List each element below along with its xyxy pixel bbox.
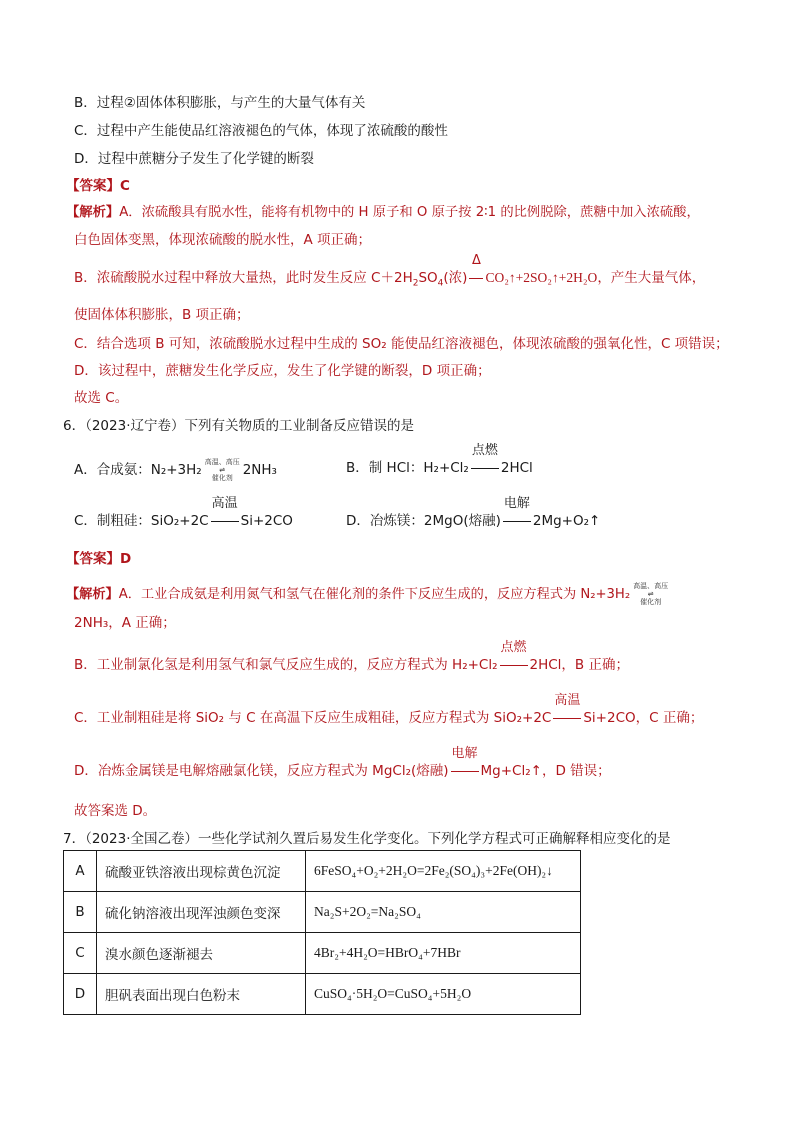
cond-top: 高温、高压 [633, 582, 669, 590]
cond-text: 电解 [503, 496, 530, 511]
q5-analysis-b1: B．浓硫酸脱水过程中释放大量热，此时发生反应 $C+2H_2SO_4$(浓) Δ CO₂↑+2SO₂↑+2H₂O，产生大量气体， [74, 253, 706, 289]
equilibrium-arrow: 高温、高压 ⇌ 催化剂 [204, 458, 240, 482]
analysis-text: A．工业合成氨是利用氮气和氢气在催化剂的条件下反应生成的，反应方程式为 N₂+3H₂ [118, 587, 631, 602]
q5-option-d: D．过程中蔗糖分子发生了化学键的断裂 [74, 151, 314, 167]
q6-analysis-a1 [66, 582, 668, 606]
analysis-b-pre: B．工业制氯化氢是利用氢气和氯气反应生成的，反应方程式为 H₂+Cl₂ [74, 657, 498, 673]
option-equation: CuSO₄·5H₂O=CuSO₄+5H₂O [306, 974, 581, 1015]
analysis-b-prefix: B．浓硫酸脱水过程中释放大量热，此时发生反应 C＋2H [74, 270, 413, 286]
cond-top: 高温、高压 [204, 458, 240, 466]
q5-answer: 【答案】C [66, 178, 130, 194]
option-equation: Na₂S+2O₂=Na₂SO₄ [306, 892, 581, 933]
analysis-c-pre: C．工业制粗硅是将 SiO₂ 与 C 在高温下反应生成粗硅，反应方程式为 SiO₂+2C [74, 710, 552, 726]
q5-analysis-d: D．该过程中，蔗糖发生化学反应，发生了化学键的断裂，D 项正确； [74, 363, 491, 379]
option-equation: 4Br₂+4H₂O=HBrO₄+7HBr [306, 933, 581, 974]
option-d-product: 2Mg+O₂↑ [532, 513, 601, 529]
analysis-b-post: 2HCl，B 正确； [529, 657, 629, 673]
q6-analysis-d [74, 746, 611, 781]
option-a-product: 2NH₃ [242, 462, 277, 478]
electrolysis-condition [451, 746, 479, 781]
q6-option-b [346, 443, 533, 478]
electrolysis-condition [503, 496, 531, 531]
delta-symbol: Δ [472, 253, 481, 268]
heat-condition [469, 253, 483, 288]
q6-conclusion: 故答案选 D。 [74, 803, 157, 819]
analysis-tag: 【解析】 [66, 587, 119, 602]
cond-text: 点燃 [500, 640, 527, 655]
q5-option-c: C．过程中产生能使品红溶液褪色的气体，体现了浓硫酸的酸性 [74, 123, 448, 139]
ignite-condition [471, 443, 499, 478]
q6-analysis-c [74, 693, 704, 728]
option-key: B [64, 892, 97, 933]
option-description: 胆矾表面出现白色粉末 [97, 974, 306, 1015]
analysis-text: A．浓硫酸具有脱水性，能将有机物中的 H 原子和 O 原子按 2∶1 的比例脱除，蔗糖中加入浓硫酸， [119, 205, 700, 220]
analysis-b-conc: (浓) [443, 270, 468, 286]
option-c-label: C．制粗硅：SiO₂+2C [74, 513, 209, 529]
option-a-label: A．合成氨：N₂+3H₂ [74, 462, 202, 478]
q5-analysis-b2: 使固体体积膨胀，B 项正确； [74, 307, 250, 323]
ignite-condition [500, 640, 528, 675]
analysis-d-pre: D．冶炼金属镁是电解熔融氯化镁，反应方程式为 MgCl₂(熔融) [74, 763, 449, 779]
analysis-d-post: Mg+Cl₂↑，D 错误； [480, 763, 611, 779]
option-description: 溴水颜色逐渐褪去 [97, 933, 306, 974]
q6-option-d [346, 496, 601, 531]
q5-analysis-a2: 白色固体变黑，体现浓硫酸的脱水性，A 项正确； [74, 232, 372, 248]
q7-stem: 7．（2023·全国乙卷）一些化学试剂久置后易发生化学变化。下列化学方程式可正确解释相应变化的是 [63, 831, 671, 847]
option-key: C [64, 933, 97, 974]
high-temp-condition [211, 496, 239, 531]
option-key: D [64, 974, 97, 1015]
option-c-product: Si+2CO [240, 513, 293, 529]
q5-analysis-a1 [66, 203, 700, 223]
option-description: 硫酸亚铁溶液出现棕黄色沉淀 [97, 851, 306, 892]
analysis-b-so: SO [418, 270, 438, 286]
option-b-label: B．制 HCl：H₂+Cl₂ [346, 460, 469, 476]
cond-text: 高温 [211, 496, 238, 511]
q7-options-table [63, 850, 581, 1015]
option-equation: 6FeSO₄+O₂+2H₂O=2Fe₂(SO₄)₃+2Fe(OH)₂↓ [306, 851, 581, 892]
option-d-label: D．冶炼镁：2MgO(熔融) [346, 513, 501, 529]
q6-analysis-a2: 2NH₃，A 正确； [74, 615, 176, 631]
option-key: A [64, 851, 97, 892]
cond-bottom: 催化剂 [640, 598, 662, 606]
q6-analysis-b [74, 640, 629, 675]
cond-bottom: 催化剂 [211, 474, 233, 482]
analysis-b-suffix: ，产生大量气体， [597, 270, 706, 286]
q6-option-a [74, 458, 277, 482]
table-row [64, 851, 581, 892]
cond-text: 电解 [451, 746, 478, 761]
table-row [64, 974, 581, 1015]
equilibrium-arrow: 高温、高压 ⇌ 催化剂 [633, 582, 669, 606]
q6-option-c [74, 496, 293, 531]
high-temp-condition [553, 693, 581, 728]
table-row [64, 892, 581, 933]
option-description: 硫化钠溶液出现浑浊颜色变深 [97, 892, 306, 933]
q5-analysis-c: C．结合选项 B 可知，浓硫酸脱水过程中生成的 SO₂ 能使品红溶液褪色，体现浓硫酸的强氧化性，C 项错误； [74, 336, 729, 352]
analysis-b-products: CO₂↑+2SO₂↑+2H₂O [485, 270, 598, 285]
q5-conclusion: 故选 C。 [74, 390, 129, 406]
cond-text: 点燃 [471, 443, 498, 458]
analysis-c-post: Si+2CO，C 正确； [583, 710, 704, 726]
q6-stem: 6．（2023·辽宁卷）下列有关物质的工业制备反应错误的是 [63, 418, 414, 434]
option-b-product: 2HCl [500, 460, 533, 476]
q5-option-b: B．过程②固体体积膨胀，与产生的大量气体有关 [74, 95, 366, 111]
analysis-tag: 【解析】 [66, 205, 120, 220]
q6-answer: 【答案】D [66, 551, 132, 567]
table-row [64, 933, 581, 974]
cond-text: 高温 [554, 693, 581, 708]
